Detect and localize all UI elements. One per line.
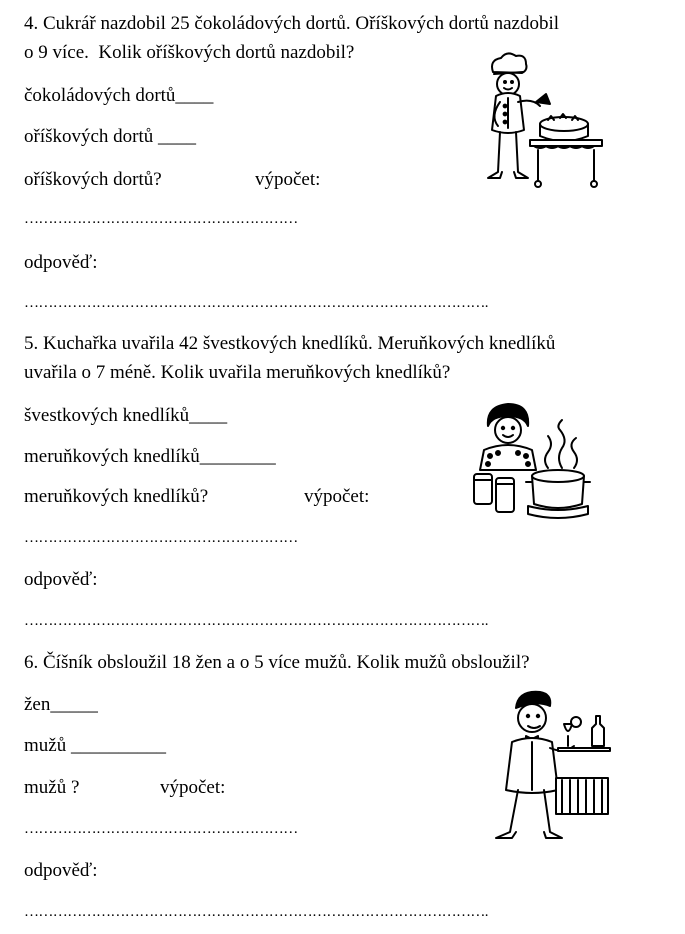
exercise-5-answer-label: odpověď: bbox=[24, 569, 98, 590]
exercise-4-answer-dotted-line: ……………………………………………………………………………………. bbox=[24, 295, 488, 311]
exercise-6-question: 6. Číšník obsloužil 18 žen a o 5 více mužů. Kolik mužů obsloužil? bbox=[24, 652, 530, 673]
exercise-6-calc-label: výpočet: bbox=[160, 777, 226, 798]
exercise-4-calc-dotted-line: ………………………………………………… bbox=[24, 211, 298, 227]
exercise-4-question-line-1: 4. Cukrář nazdobil 25 čokoládových dortů. Oříškových dortů nazdobil bbox=[24, 13, 560, 34]
exercise-5-given-apricot: meruňkových knedlíků________ bbox=[24, 446, 276, 467]
exercise-4-given-nut: oříškových dortů ____ bbox=[24, 126, 197, 147]
exercise-6-calc-dotted-line: ………………………………………………… bbox=[24, 821, 298, 837]
exercise-6-answer-dotted-line: ……………………………………………………………………………………. bbox=[24, 904, 488, 920]
cook-illustration bbox=[466, 398, 596, 528]
exercise-4-given-chocolate: čokoládových dortů____ bbox=[24, 85, 214, 106]
exercise-6-given-men: mužů __________ bbox=[24, 735, 166, 756]
exercise-5-given-plum: švestkových knedlíků____ bbox=[24, 405, 228, 426]
exercise-6-answer-label: odpověď: bbox=[24, 860, 98, 881]
exercise-5-answer-dotted-line: ……………………………………………………………………………………. bbox=[24, 613, 488, 629]
exercise-5-question-line-2: uvařila o 7 méně. Kolik uvařila meruňkových knedlíků? bbox=[24, 362, 451, 383]
exercise-5-question-line-1: 5. Kuchařka uvařila 42 švestkových knedlíků. Meruňkových knedlíků bbox=[24, 333, 556, 354]
exercise-5-calc-label: výpočet: bbox=[304, 486, 370, 507]
exercise-4-unknown: oříškových dortů? bbox=[24, 169, 162, 190]
waiter-illustration bbox=[488, 686, 614, 846]
exercise-5-calc-dotted-line: ………………………………………………… bbox=[24, 530, 298, 546]
exercise-4-answer-label: odpověď: bbox=[24, 252, 98, 273]
exercise-4-calc-label: výpočet: bbox=[255, 169, 321, 190]
exercise-4-question-line-2: o 9 více. Kolik oříškových dortů nazdobil? bbox=[24, 42, 355, 63]
pastry-chef-illustration bbox=[468, 50, 608, 190]
exercise-5-unknown: meruňkových knedlíků? bbox=[24, 486, 209, 507]
exercise-6-unknown: mužů ? bbox=[24, 777, 80, 798]
exercise-6-given-women: žen_____ bbox=[24, 694, 98, 715]
